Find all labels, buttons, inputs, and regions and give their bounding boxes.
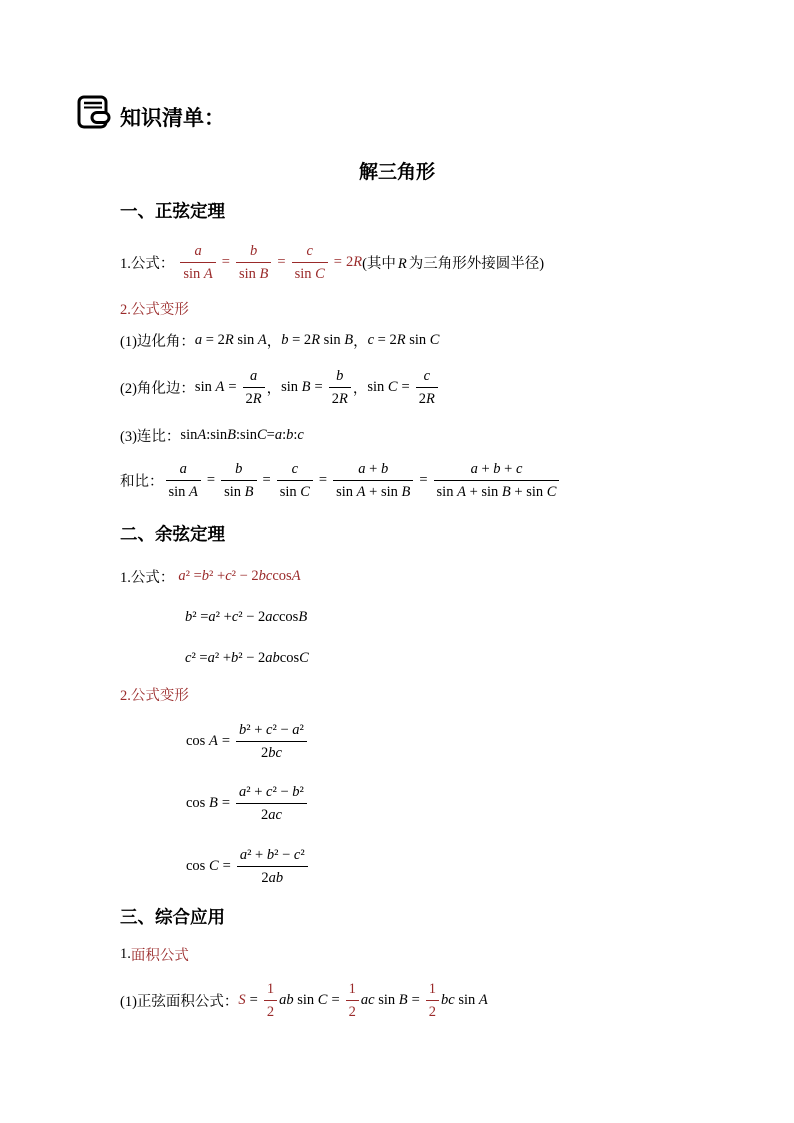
cos-a-formula [186,719,309,763]
section-heading-cosine-law: 二、余弦定理 [120,524,225,545]
fraction-denominator: sin A [180,262,215,283]
angle-to-side-expressions [195,367,440,408]
sum-ratio-line [120,458,561,502]
fraction-numerator: b² + c² − a² [239,721,304,738]
equals-sign: = [411,991,420,1008]
fraction-denominator: 2R [329,387,351,408]
fraction-denominator: 2bc [236,741,307,762]
section-heading-application: 三、综合应用 [120,907,225,928]
expression: c = 2R sin C [367,331,440,348]
comma: ， [353,333,368,350]
equals-sign: = [206,471,216,488]
fraction-half [346,980,359,1021]
fraction [416,367,438,408]
fraction-numerator: 1 [266,980,275,997]
sine-area-line [120,978,488,1022]
fraction-numerator: a [179,460,187,477]
fraction-numerator: a + b + c [470,460,523,477]
comma: ， [352,380,368,397]
fraction [434,460,560,501]
fraction-numerator: a [194,242,202,259]
comma: ， [266,333,282,350]
fraction [166,460,201,501]
equals-sign: = [277,253,286,270]
subheading-sine-variants: 2.公式变形 [120,301,189,318]
sum-ratio-label: 和比： [120,473,164,490]
fraction-denominator: sin C [292,262,328,283]
section-heading-sine-law: 一、正弦定理 [120,201,225,222]
sine-area-expression [238,980,487,1021]
cos-c-formula [186,844,310,888]
cosine-law-expression-a: a ² = b ² + c ² − 2 b c cos A [178,567,301,584]
side-to-angle-expressions [195,330,439,351]
fraction [236,783,307,824]
equals-sign: = [221,794,231,811]
fraction-numerator: 1 [428,980,437,997]
fraction [277,460,313,501]
fraction-numerator: a² + b² − c² [239,846,305,863]
document-title: 解三角形 [358,160,435,183]
sum-ratio-expression [164,460,562,501]
subheading-cosine-variants: 2.公式变形 [120,687,189,704]
side-to-angle-line [120,318,439,362]
ratio-label: (3)连比： [120,428,181,445]
sine-law-expression [178,242,362,283]
fraction [237,846,308,887]
comma: ， [266,380,282,397]
fraction-half [264,980,277,1021]
sine-law-formula [120,240,544,284]
expression-lhs: sin A [194,378,225,395]
ratio-expression: sin A : sin B : sin C = a : b : c [180,426,304,443]
cosine-law-expression-b: b ² = a ² + c ² − 2 a c cos B [185,608,308,625]
fraction [221,460,256,501]
fraction-numerator: c [306,242,313,259]
fraction [180,242,215,283]
equals-sign: = [222,857,231,874]
formula-label: 1.公式： [120,255,175,272]
expression-lhs: sin B [281,378,311,395]
cosine-law-expression-c: c ² = a ² + b ² − 2 a b cos C [185,649,309,666]
fraction [329,367,351,408]
fraction [292,242,328,283]
fraction-numerator: a [249,367,258,384]
cos-b-expression [186,783,309,824]
fraction-denominator: 2 [264,1000,277,1021]
fraction-denominator: sin B [236,262,271,283]
cos-b-formula [186,781,309,825]
cosine-law-formula-b [185,595,307,639]
expression-lhs: cos B [186,794,218,811]
cosine-law-formula-c [185,636,309,680]
circumradius-term: 2R [345,253,363,270]
area-number: 1. [120,945,131,962]
cos-c-expression [186,846,310,887]
equals-sign: = [221,253,230,270]
fraction-denominator: 2ab [237,866,308,887]
fraction-denominator: sin A [166,480,201,501]
area-symbol: S [238,991,246,1008]
equals-sign: = [228,378,237,395]
equals-sign: = [419,471,428,488]
angle-to-side-label: (2)角化边： [120,380,195,397]
formula-label: 1.公式： [120,569,175,586]
sine-area-label: (1)正弦面积公式： [120,993,239,1010]
fraction [236,721,307,762]
fraction-denominator: 2 [426,1000,439,1021]
expression-lhs: cos C [186,857,219,874]
fraction-denominator: 2 [346,1000,359,1021]
area-formula-heading [120,932,189,976]
fraction-numerator: 1 [348,980,356,997]
fraction-numerator: c [291,460,299,477]
fraction-denominator: sin A + sin B [333,480,413,501]
expression-lhs: sin C [367,378,398,395]
fraction-denominator: 2R [416,387,438,408]
expression: a = 2R sin A [194,331,267,348]
equals-sign: = [249,991,258,1008]
side-to-angle-label: (1)边化角： [120,333,195,350]
notebook-icon [77,95,111,129]
area-title: 面积公式 [130,947,189,964]
equals-sign: = [333,253,342,270]
fraction [333,460,413,501]
fraction [236,242,271,283]
equals-sign: = [262,471,271,488]
area-term: bc sin A [441,991,488,1008]
cosine-law-formula-a [120,554,301,598]
angle-to-side-line [120,365,440,409]
expression-lhs: cos A [186,732,218,749]
expression: b = 2R sin B [281,331,354,348]
fraction-numerator: c [423,367,430,384]
fraction-numerator: a + b [358,460,389,477]
area-term: ab sin C [279,991,328,1008]
fraction-denominator: sin B [221,480,256,501]
fraction [243,367,265,408]
fraction-half [426,980,439,1021]
fraction-numerator: b [250,242,258,259]
fraction-denominator: sin A + sin B + sin C [434,480,560,501]
cos-a-expression [186,721,309,762]
fraction-numerator: a² + c² − b² [239,783,304,800]
area-term: ac sin B [360,991,408,1008]
header-title: 知识清单： [120,106,225,130]
equals-sign: = [221,732,231,749]
ratio-line [120,413,304,457]
circumradius-note: (其中 R 为三角形外接圆半径) [362,255,545,272]
fraction-denominator: 2R [243,387,265,408]
equals-sign: = [401,378,410,395]
fraction-numerator: b [235,460,243,477]
equals-sign: = [331,991,340,1008]
equals-sign: = [318,471,328,488]
fraction-numerator: b [336,367,344,384]
fraction-denominator: sin C [277,480,313,501]
fraction-denominator: 2ac [236,803,307,824]
equals-sign: = [314,378,323,395]
